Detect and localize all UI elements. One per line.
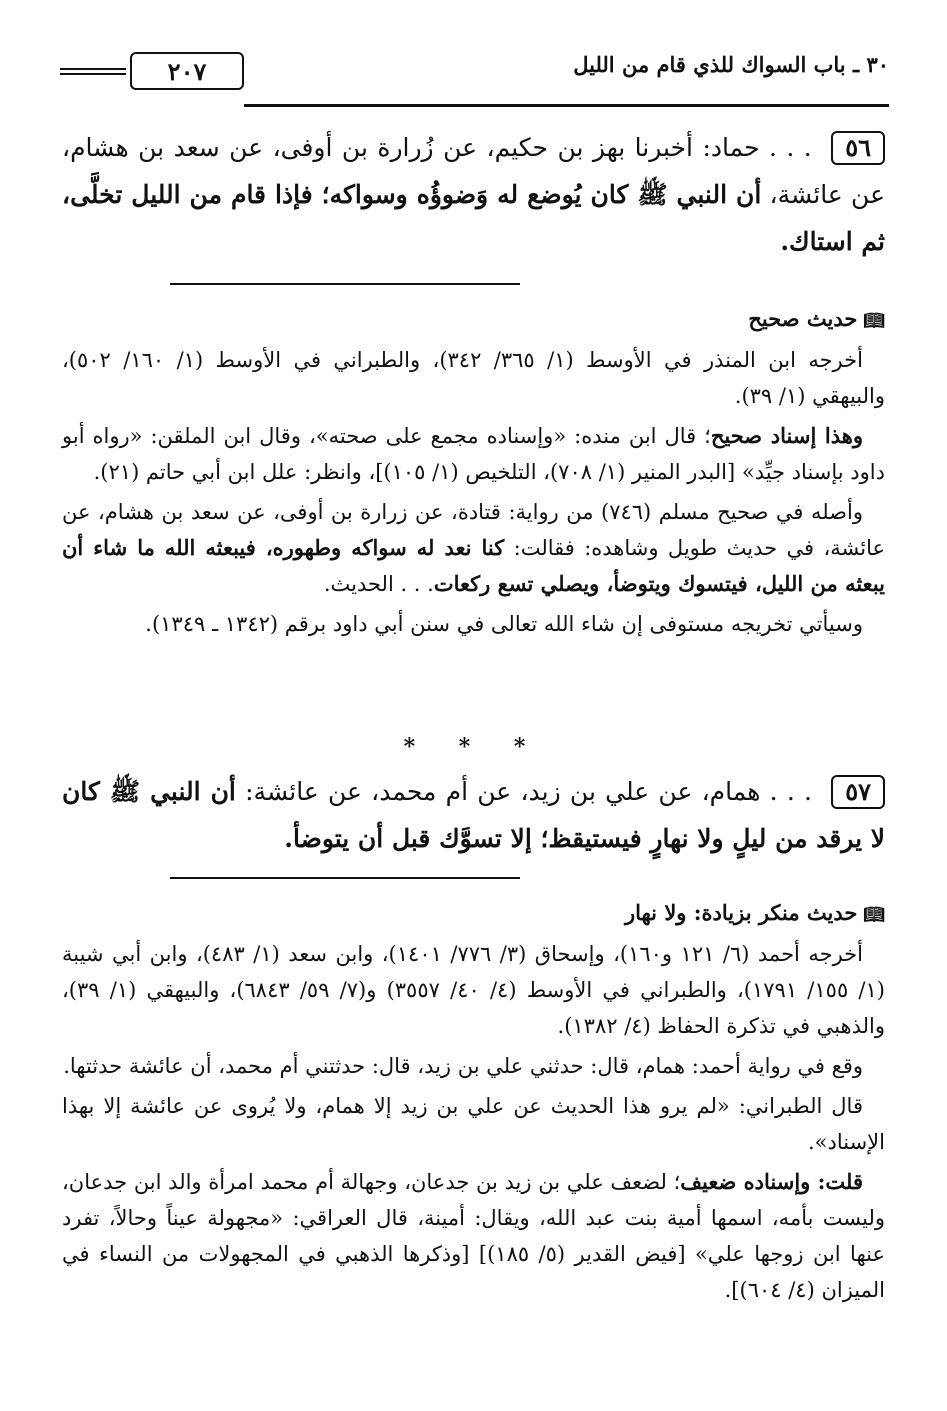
- note-paragraph: [62, 418, 885, 490]
- book-icon: 📖︎: [863, 311, 885, 331]
- note-paragraph: أخرجه ابن المنذر في الأوسط (١/ ٣٦٥/ ٣٤٢)، والطبراني في الأوسط (١/ ١٦٠/ ٥٠٢)، والبيهقي (١/ ٣٩).: [62, 348, 885, 408]
- note-paragraph: [62, 1164, 885, 1308]
- hadith-56-matn: أن النبي ﷺ كان يُوضع له وَضوؤُه وسواكه؛ فإذا قام من الليل تخلَّى، ثم استاك.: [62, 180, 885, 256]
- note-text: وأصله في صحيح مسلم (٧٤٦) من رواية: قتادة، عن زرارة بن أوفى، عن سعد بن هشام، عن عائشة، في حديث طويل وشاهده: فقالت:: [62, 500, 886, 560]
- hadith-56-grade: [62, 306, 885, 331]
- note-text: . . . الحديث.: [323, 572, 434, 596]
- note-text: ؛ قال ابن منده: «وإسناده مجمع على صحته»، وقال ابن الملقن: «رواه أبو داود بإسناد جيِّد» [البدر المنير (١/ ٧٠٨)، التلخيص (١/ ١٠٥)]، وانظر: علل ابن أبي حاتم (٢١).: [62, 424, 885, 484]
- hadith-number-56: ٥٦: [831, 131, 885, 165]
- note-text: ؛ لضعف علي بن زيد بن جدعان، وجهالة أم محمد امرأة والد ابن جدعان، وليست بأمه، اسمها أمية بنت عبد الله، ويقال: أمينة، قال العراقي: «مجهولة عيناً وحالاً، تفرد عنها ابن زوجها علي» [فيض القدير (٥/ ١٨٥)] [وذكرها الذهبي في المجهولات من النساء في الميزان (٤/ ٦٠٤)].: [62, 1170, 885, 1302]
- hadith-56-notes: [62, 342, 885, 646]
- hadith-56: [62, 124, 885, 265]
- note-paragraph: أخرجه أحمد (٦/ ١٢١ و١٦٠)، وإسحاق (٣/ ٧٧٦/ ١٤٠١)، وابن سعد (١/ ٤٨٣)، وابن أبي شيبة (١/ ١٥٥/ ١٧٩١)، والطبراني في الأوسط (٤/ ٤٠/ ٣٥٥٧) و(٧/ ٥٩/ ٦٨٤٣)، والبيهقي (١/ ٣٩)، والذهبي في تذكرة الحفاظ (٤/ ١٣٨٢).: [62, 942, 885, 1038]
- hadith-57: [62, 768, 885, 862]
- section-divider-stars: * * *: [403, 734, 544, 760]
- hadith-57-grade: [62, 900, 885, 925]
- hadith-57-chain: . . . همام، عن علي بن زيد، عن أم محمد، عن عائشة:: [235, 777, 822, 806]
- note-bold-phrase: كنا نعد له سواكه وطهوره، فيبعثه الله ما شاء أن يبعثه من الليل، فيتسوك ويتوضأ، ويصلي تسع ركعات: [62, 535, 885, 596]
- note-bold-phrase: قلت: وإسناده ضعيف: [680, 1169, 863, 1194]
- grade-label-56: حديث صحيح: [748, 306, 858, 331]
- note-bold-phrase: وهذا إسناد صحيح: [710, 423, 863, 448]
- note-paragraph: [62, 494, 885, 602]
- separator-rule: [170, 877, 520, 879]
- chapter-title: ٣٠ ـ باب السواك للذي قام من الليل: [573, 52, 889, 77]
- header-rule: [244, 104, 889, 107]
- hadith-57-notes: [62, 936, 885, 1312]
- hadith-57-matn: أن النبي ﷺ كان لا يرقد من ليلٍ ولا نهارٍ فيستيقظ؛ إلا تسوَّك قبل أن يتوضأ.: [62, 777, 885, 853]
- header-ornament-line: [60, 68, 126, 70]
- note-paragraph: وقع في رواية أحمد: همام، قال: حدثني علي بن زيد، قال: حدثتني أم محمد، أن عائشة حدثتها.: [63, 1054, 863, 1078]
- hadith-number-57: ٥٧: [831, 775, 885, 809]
- page-number: ٢٠٧: [130, 52, 244, 90]
- hadith-56-chain: . . . حماد: أخبرنا بهز بن حكيم، عن زُرارة بن أوفى، عن سعد بن هشام، عن عائشة،: [62, 133, 885, 209]
- note-paragraph: وسيأتي تخريجه مستوفى إن شاء الله تعالى في سنن أبي داود برقم (١٣٤٢ ـ ١٣٤٩).: [145, 612, 863, 636]
- page-header: [60, 46, 889, 98]
- grade-label-57: حديث منكر بزيادة: ولا نهار: [624, 900, 858, 925]
- separator-rule: [170, 283, 520, 285]
- book-icon: 📖︎: [863, 905, 885, 925]
- note-paragraph: قال الطبراني: «لم يرو هذا الحديث عن علي بن زيد إلا همام، ولا يُروى عن عائشة إلا بهذا الإسناد».: [62, 1094, 885, 1154]
